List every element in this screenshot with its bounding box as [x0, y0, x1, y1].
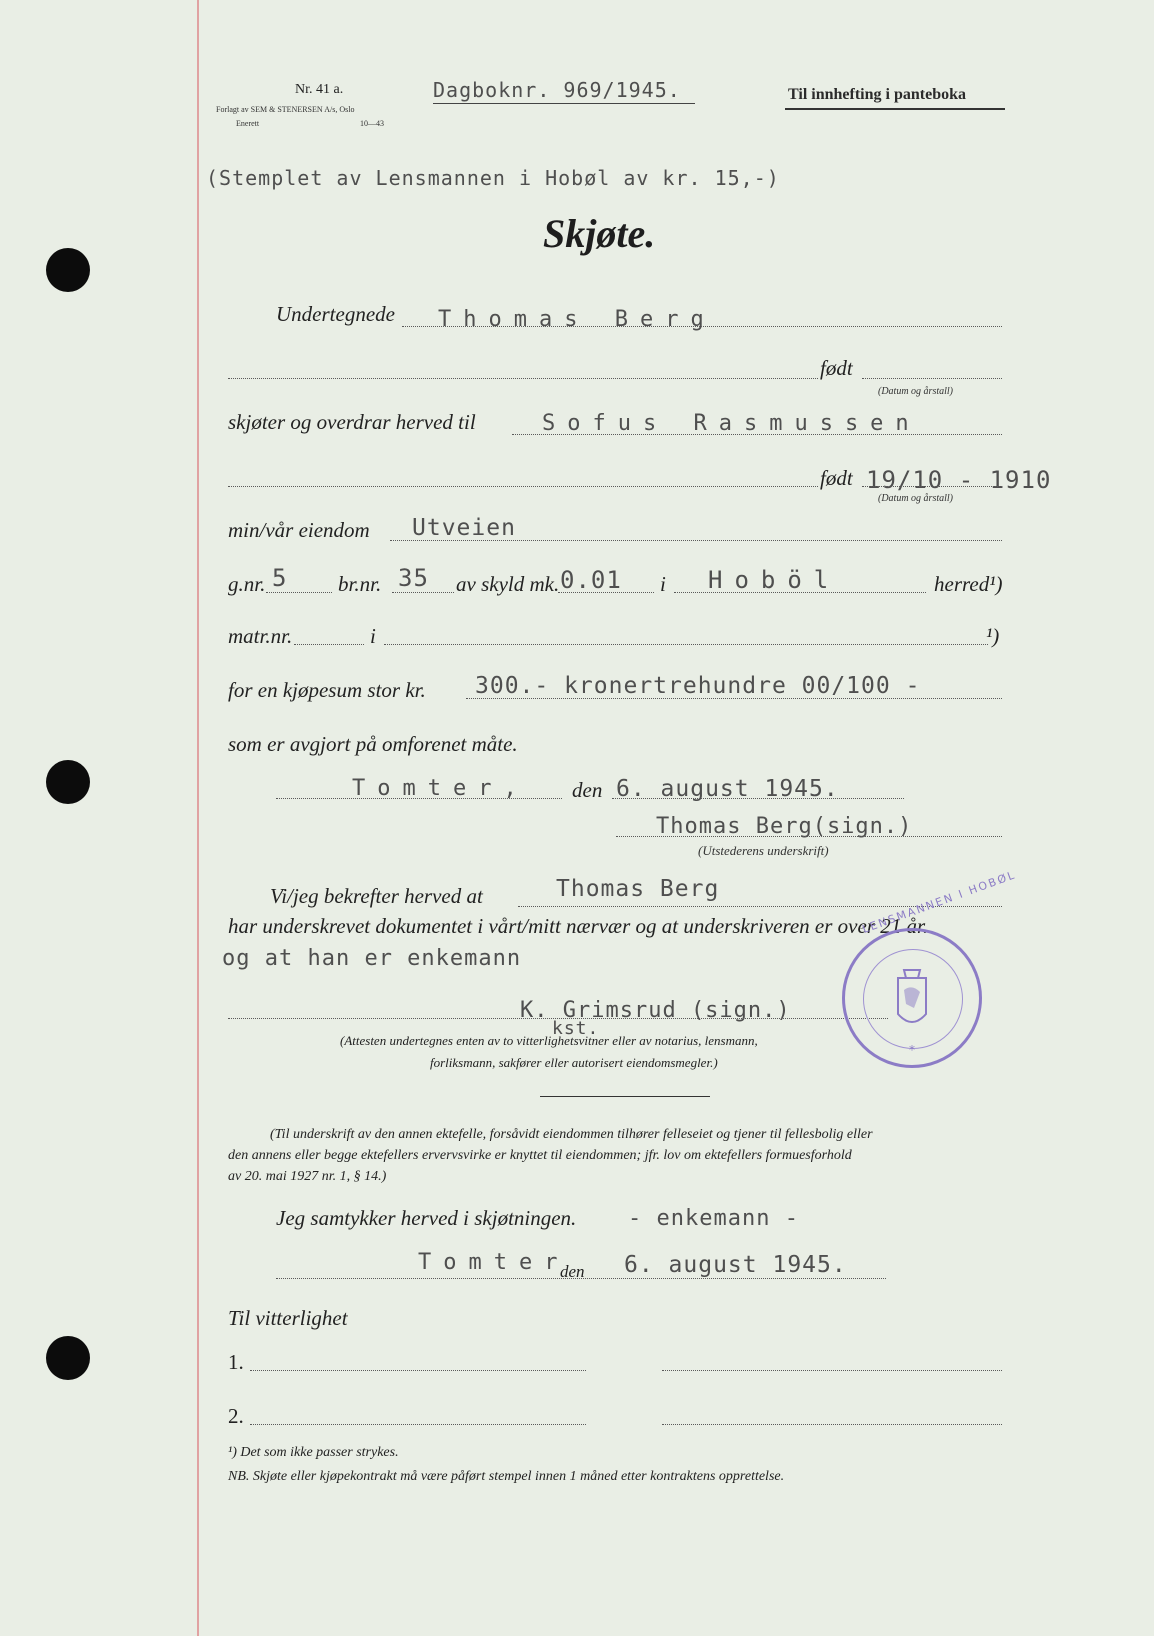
property-value: Utveien [412, 515, 516, 541]
consent-label: Jeg samtykker herved i skjøtningen. [276, 1206, 577, 1230]
place-1: Tomter, [352, 776, 529, 801]
footnote-1: ¹) Det som ikke passer strykes. [228, 1445, 399, 1460]
stamp-emblem [842, 928, 982, 1068]
fill-line [558, 592, 654, 593]
punch-hole [46, 248, 90, 292]
brnr-label: br.nr. [338, 572, 382, 596]
born-label: født [820, 356, 853, 380]
margin-line [197, 0, 199, 1636]
born-value: 19/10 - 1910 [866, 466, 1052, 494]
price-value: 300.- kronertrehundre 00/100 - [475, 673, 921, 699]
gnr-value: 5 [272, 564, 288, 592]
fill-line [862, 486, 1002, 487]
attest-note-line2: forliksmann, sakfører eller autorisert eiendomsmegler.) [430, 1055, 718, 1070]
fill-line [612, 798, 904, 799]
stamp-text: LENSMANNEN I HOBØL [860, 868, 1018, 936]
spouse-note-line3: av 20. mai 1927 nr. 1, § 14.) [228, 1169, 387, 1184]
undersigned-value: Thomas Berg [438, 307, 716, 332]
fill-line [466, 698, 1002, 699]
divider [540, 1096, 710, 1097]
born-label: født [820, 466, 853, 490]
witness-signature: K. Grimsrud (sign.) [520, 998, 791, 1023]
form-number: Nr. 41 a. [295, 82, 344, 97]
matr-label: matr.nr. [228, 624, 293, 648]
issuer-signature-label: (Utstederens underskrift) [698, 843, 829, 858]
consent-value: - enkemann - [628, 1206, 799, 1231]
i-label: i [660, 572, 666, 596]
fill-line [266, 592, 332, 593]
confirmation-value: Thomas Berg [556, 876, 720, 902]
fill-line [616, 836, 1002, 837]
spouse-note-line1: (Til underskrift av den annen ektefelle, forsåvidt eiendommen tilhører felleseiet og tjener til fellesbolig eller [270, 1127, 873, 1142]
den-label-1: den [572, 778, 603, 802]
herred-value: Hoböl [708, 566, 841, 594]
spouse-note-line2: den annens eller begge ektefellers ervervsvirke er knyttet til eiendommen; jfr. lov om ektefellers formuesforhold [228, 1148, 852, 1163]
official-stamp [842, 868, 1018, 1068]
fill-line [402, 326, 1002, 327]
den-label-2: den [560, 1262, 585, 1281]
herred-label: herred¹) [934, 572, 1003, 596]
filing-underline [785, 108, 1005, 110]
svg-text:*: * [909, 1043, 915, 1057]
date-2: 6. august 1945. [624, 1252, 847, 1278]
stamp-note: (Stemplet av Lensmannen i Hobøl av kr. 15,-) [206, 166, 780, 190]
skyld-label: av skyld mk. [456, 572, 560, 596]
witness-item-1: 1. [228, 1350, 244, 1374]
publisher: Forlagt av SEM & STENERSEN A/s, Oslo [216, 105, 355, 114]
matr-i-label: i [370, 624, 376, 648]
punch-hole [46, 760, 90, 804]
fill-line [228, 486, 818, 487]
confirmation-line2: har underskrevet dokumentet i vårt/mitt nærvær og at underskriveren er over 21 år. [228, 914, 929, 938]
conveys-value: Sofus Rasmussen [542, 411, 921, 436]
punch-hole [46, 1336, 90, 1380]
confirmation-label: Vi/jeg bekrefter herved at [270, 884, 483, 908]
attest-note-line1: (Attesten undertegnes enten av to vitterlighetsvitner eller av notarius, lensmann, [340, 1033, 758, 1048]
price-label: for en kjøpesum stor kr. [228, 678, 426, 702]
fill-line [276, 798, 562, 799]
skyld-value: 0.01 [560, 566, 622, 594]
matr-suffix: ¹) [986, 624, 1000, 648]
diary-number: Dagboknr. 969/1945. [433, 78, 681, 102]
filing-note: Til innhefting i panteboka [788, 86, 966, 103]
witness-item-2: 2. [228, 1404, 244, 1428]
undersigned-label: Undertegnede [276, 302, 395, 326]
witnesses-label: Til vitterlighet [228, 1306, 348, 1330]
settled-text: som er avgjort på omforenet måte. [228, 732, 518, 756]
diary-underline [433, 103, 695, 104]
conveys-label: skjøter og overdrar herved til [228, 410, 476, 434]
fill-line [512, 434, 1002, 435]
fill-line [862, 378, 1002, 379]
footnote-2: NB. Skjøte eller kjøpekontrakt må være påført stempel innen 1 måned etter kontraktens opprettelse. [228, 1469, 785, 1484]
fill-line [390, 540, 1002, 541]
fill-line [662, 1370, 1002, 1371]
fill-line [674, 592, 926, 593]
fill-line [276, 1278, 886, 1279]
date-1: 6. august 1945. [616, 776, 839, 802]
witness-suffix: kst. [552, 1018, 600, 1039]
property-label: min/vår eiendom [228, 518, 370, 542]
fill-line [228, 1018, 888, 1019]
fill-line [250, 1370, 586, 1371]
brnr-value: 35 [398, 564, 429, 592]
gnr-label: g.nr. [228, 572, 266, 596]
fill-line [384, 644, 988, 645]
place-2: Tomter [418, 1250, 570, 1275]
confirmation-typed-addition: og at han er enkemann [222, 946, 522, 971]
print-date: 10—43 [360, 119, 384, 128]
fill-line [392, 592, 454, 593]
fill-line [662, 1424, 1002, 1425]
fill-line [294, 644, 364, 645]
fill-line [250, 1424, 586, 1425]
document-title: Skjøte. [543, 211, 656, 256]
fill-line [228, 378, 818, 379]
rights: Enerett [236, 119, 260, 128]
date-year-hint: (Datum og årstall) [878, 386, 953, 397]
date-year-hint: (Datum og årstall) [878, 493, 953, 504]
issuer-signature: Thomas Berg(sign.) [656, 814, 913, 839]
